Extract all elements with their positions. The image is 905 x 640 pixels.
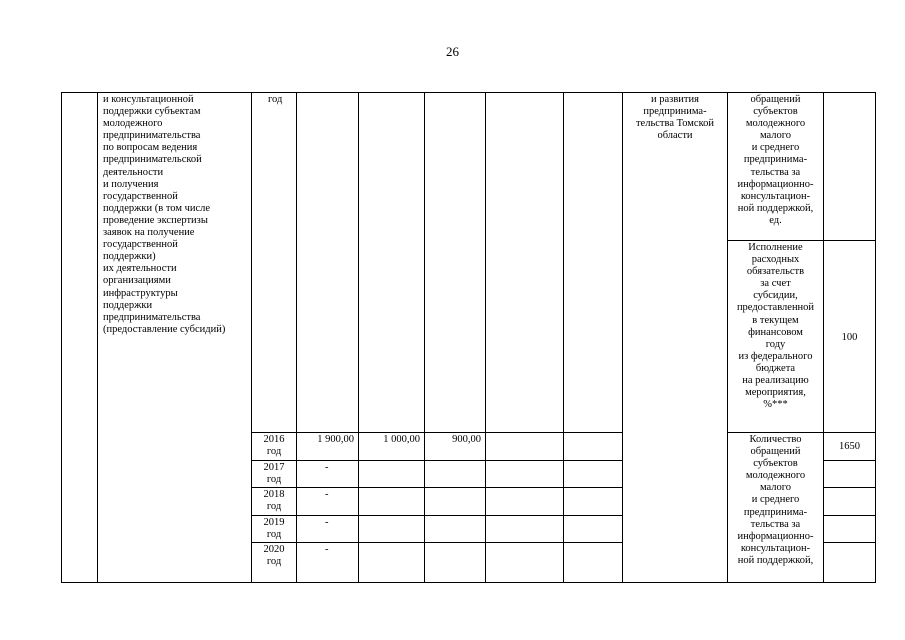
total-2017: - [325, 462, 329, 473]
regional-2016: 900,00 [452, 434, 481, 445]
total-2020: - [325, 544, 329, 555]
col-border-7 [563, 92, 564, 583]
year-2018: 2018 год [263, 489, 285, 513]
col-border-4 [358, 92, 359, 583]
indicator-mid: Исполнение расходных обязательств за счет субсидии, предоставленной в текущем финансовом году из федерального бюджета на реализацию мероприятия, %*** [736, 242, 815, 411]
value-border-3 [823, 515, 876, 516]
col-border-0 [61, 92, 62, 583]
year-cell-top: год [268, 94, 283, 105]
row-border-2016 [251, 432, 623, 433]
col-border-6 [485, 92, 486, 583]
table-top-border [61, 92, 876, 93]
indicator-bottom-value: 1650 [839, 441, 860, 452]
year-2017: 2017 год [263, 462, 285, 486]
year-2019: 2019 год [263, 517, 285, 541]
total-2019: - [325, 517, 329, 528]
federal-2016: 1 000,00 [383, 434, 420, 445]
col-border-5 [424, 92, 425, 583]
total-2016: 1 900,00 [317, 434, 354, 445]
col-border-11 [875, 92, 876, 583]
table-bottom-border [61, 582, 876, 583]
indicator-border-1 [727, 240, 876, 241]
page-number: 26 [446, 44, 459, 59]
col-border-3 [296, 92, 297, 583]
row-border-2020 [251, 542, 623, 543]
year-2020: 2020 год [263, 544, 285, 568]
indicator-border-2 [727, 432, 876, 433]
value-border-2 [823, 487, 876, 488]
indicator-bottom: Количество обращений субъектов молодежного малого и среднего предпринима- тельства за информационно- консультацион- ной поддержкой, [737, 434, 814, 566]
row-border-2018 [251, 487, 623, 488]
indicator-top: обращений субъектов молодежного малого и среднего предпринима- тельства за информационно- консультацион- ной поддержкой, ед. [737, 94, 814, 226]
row-border-2019 [251, 515, 623, 516]
total-2018: - [325, 489, 329, 500]
year-2016: 2016 год [263, 434, 285, 458]
col-border-1 [97, 92, 98, 583]
row-border-2017 [251, 460, 623, 461]
value-border-1 [823, 460, 876, 461]
value-border-4 [823, 542, 876, 543]
col-border-8 [622, 92, 623, 583]
indicator-mid-value: 100 [841, 332, 858, 343]
executor-cell: и развития предпринима- тельства Томской области [635, 94, 715, 142]
activity-description: и консультационной поддержки субъектам молодежного предпринимательства по вопросам ведения предпринимательской деятельности и получения государственной поддержки (в том числе проведение экспертизы заявок на получение государственной поддержки) их деятельности организациями инфраструктуры поддержки предпринимательства (предоставление субсидий) [103, 94, 226, 335]
